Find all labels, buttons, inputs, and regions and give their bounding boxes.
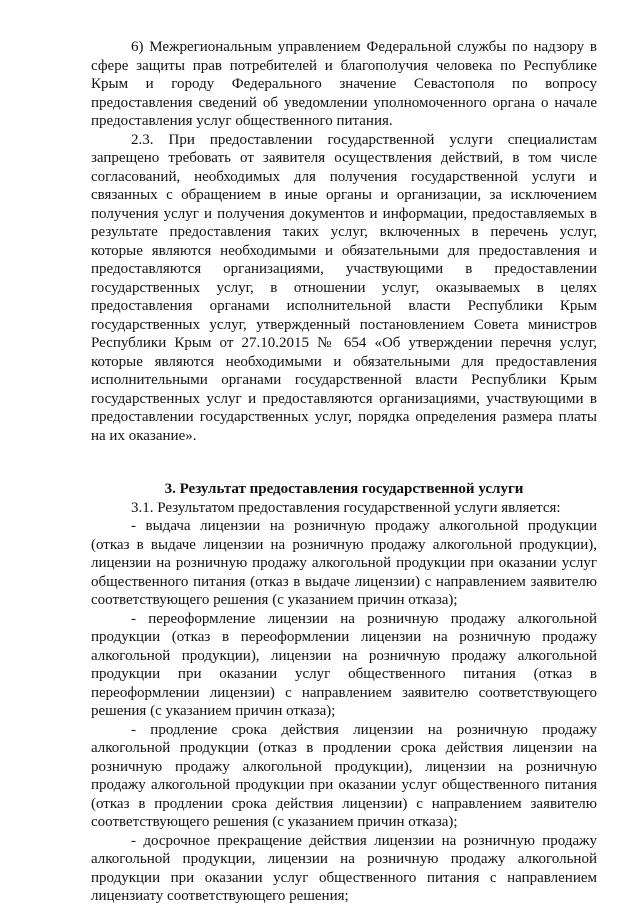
- list-item-termination: - досрочное прекращение действия лицензии на розничную продажу алкогольной продукции, лицензии на розничную продажу алкогольной продукции при оказании услуг общественного питания с направлением лицензиату соответствующего решения;: [91, 832, 597, 904]
- paragraph-2-3: 2.3. При предоставлении государственной услуги специалистам запрещено требовать от заявителя осуществления действий, в том числе согласований, необходимых для получения государственной услуги и связанных с обращением в иные органы и организации, за исключением получения услуг и получения документов и информации, предоставляемых в результате предоставления таких услуг, включенных в перечень услуг, которые являются необходимыми и обязательными для предоставления и предоставляются организациями, участвующими в предоставлении государственных услуг, в отношении услуг, оказываемых в целях предоставления органами исполнительной власти Республики Крым государственных услуг, утвержденный постановлением Совета министров Республики Крым от 27.10.2015 № 654 «Об утверждении перечня услуг, которые являются необходимыми и обязательными для предоставления исполнительными органами государственной власти Республики Крым государственных услуг и предоставляются организациями, участвующими в предоставлении государственных услуг, порядка определения размера платы на их оказание».: [91, 131, 597, 444]
- paragraph-item-6: 6) Межрегиональным управлением Федеральной службы по надзору в сфере защиты прав потребителей и благополучия человека по Республике Крым и городу Федерального значение Севастополя по вопросу предоставления сведений об уведомлении уполномоченного органа о начале предоставления услуг общественного питания.: [91, 39, 597, 129]
- section-heading: 3. Результат предоставления государственной услуги: [164, 481, 524, 497]
- list-item-issuance: - выдача лицензии на розничную продажу алкогольной продукции (отказ в выдаче лицензии на розничную продажу алкогольной продукции), лицензии на розничную продажу алкогольной продукции при оказании услуг общественного питания (отказ в выдаче лицензии) с направлением заявителю соответствующего решения (с указанием причин отказа);: [91, 518, 597, 608]
- list-item-reissue: - переоформление лицензии на розничную продажу алкогольной продукции (отказ в переоформлении лицензии на розничную продажу алкогольной продукции), лицензии на розничную продажу алкогольной продукции при оказании услуг общественного питания (отказ в переоформлении лицензии) с направлением заявителю соответствующего решения (с указанием причин отказа);: [91, 610, 597, 719]
- document-page: [91, 38, 597, 906]
- list-item-extension: - продление срока действия лицензии на розничную продажу алкогольной продукции (отказ в продлении срока действия лицензии на розничную продажу алкогольной продукции), лицензии на розничную продажу алкогольной продукции при оказании услуг общественного питания (отказ в продлении срока действия лицензии) с направлением заявителю соответствующего решения (с указанием причин отказа);: [91, 721, 597, 830]
- paragraph-3-1: 3.1. Результатом предоставления государственной услуги является:: [131, 499, 561, 516]
